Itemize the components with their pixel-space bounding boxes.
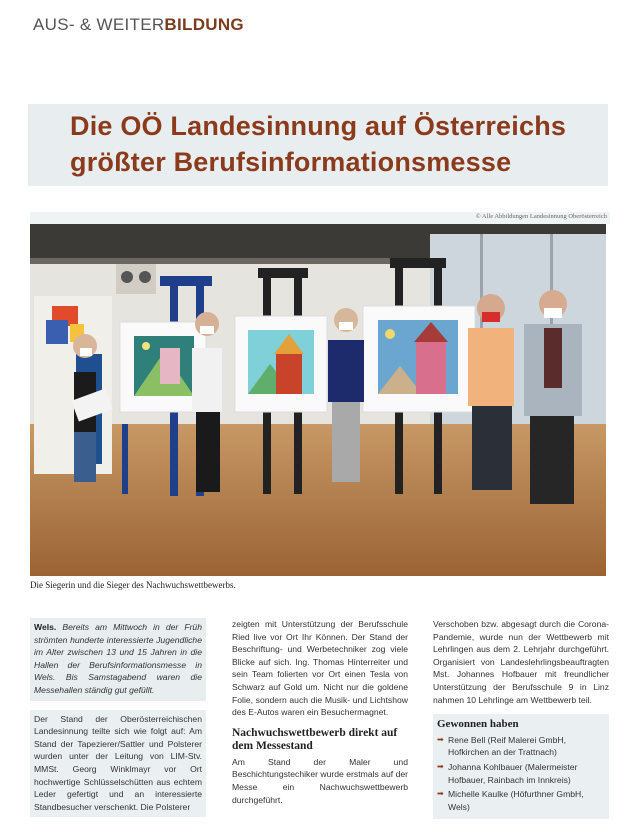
column-2-paragraph-1: zeigten mit Unterstützung der Berufsschule Ried live vor Ort Ihr Können. Der Stand der Beschriftung- und Werbetechniker zog viele Blicke auf sich. Ing. Thomas Hinterreiter und sein Team folierten vor Ort einen Tesla von Schwarz auf Gold um. Nicht nur die goldene Folie, sondern auch die Musik- und Lichtshow des E-Autos waren ein Besuchermagnet. bbox=[232, 619, 408, 718]
article-lead bbox=[30, 618, 206, 701]
arrow-icon: ➡ bbox=[437, 761, 444, 771]
list-item: ➡ Rene Bell (Reif Malerei GmbH, Hofkirchen an der Trattnach) bbox=[437, 734, 566, 758]
arrow-icon: ➡ bbox=[437, 734, 444, 744]
section-bold: BILDUNG bbox=[164, 15, 244, 34]
section-prefix: AUS- & WEITER bbox=[33, 15, 165, 34]
list-item: ➡ Johanna Kohlbauer (Malermeister Hofbauer, Rainbach im Innkreis) bbox=[437, 761, 578, 785]
winners-box bbox=[433, 714, 609, 819]
column-3-paragraph-1: Verschoben bzw. abgesagt durch die Corona-Pandemie, wurde nun der Wettbewerb mit Lehrlingen aus dem 2. Lehrjahr durchgeführt. Organisiert von Landeslehrlingsbeauftragten Mst. Johannes Hofbauer mit freundlicher Unterstützung der Berufsschule 9 in Linz nahmen 10 Lehrlinge am Wettbewerb teil. bbox=[433, 619, 609, 705]
arrow-icon: ➡ bbox=[437, 789, 444, 799]
section-label bbox=[33, 15, 244, 35]
column-2-paragraph-2: Am Stand der Maler und Beschichtungstechiker wurde erstmals auf der Messe ein Nachwuchswettbewerb durchgeführt. bbox=[232, 756, 408, 805]
photo-credit: © Alle Abbildungen Landesinnung Oberösterreich bbox=[475, 213, 607, 220]
headline-line-1: Die OÖ Landesinnung auf Österreichs bbox=[70, 111, 567, 141]
article-column-3 bbox=[433, 618, 609, 819]
article-headline bbox=[70, 108, 615, 180]
photo-caption: Die Siegerin und die Sieger des Nachwuchswettbewerbs. bbox=[30, 580, 236, 590]
lead-text: Bereits am Mittwoch in der Früh strömten hunderte interessierte Jugendliche im Alter zwischen 13 und 15 Jahren in die Hallen der Berufsinformationsmesse in Wels. Bis Samstagabend waren die Messehallen ständig gut gefüllt. bbox=[34, 622, 202, 695]
winners-title: Gewonnen haben bbox=[437, 718, 519, 731]
article-column-2 bbox=[232, 618, 408, 814]
lead-city: Wels. bbox=[34, 622, 57, 632]
winners-list bbox=[437, 734, 605, 814]
column-1-body: Der Stand der Oberösterreichischen Landesinnung teilte sich wie folgt auf: Am Stand der Tapezierer/Sattler und Polsterer wurden unter der Leitung von LIM-Stv. MMSt. Georg Winklmayr vor Ort hochwertige Schlüsselschütten aus echtem Leder gefertigt und an interessierte Standbesucher verschenkt. Die Polsterer bbox=[30, 710, 206, 818]
headline-line-2: größter Berufsinformationsmesse bbox=[70, 147, 512, 177]
list-item: ➡ Michelle Kaulke (Höfurthner GmbH, Wels) bbox=[437, 789, 584, 812]
column-2-subhead: Nachwuchswettbewerb direkt auf dem Messestand bbox=[232, 726, 398, 752]
article-column-1 bbox=[30, 618, 206, 817]
article-photo bbox=[30, 224, 606, 576]
